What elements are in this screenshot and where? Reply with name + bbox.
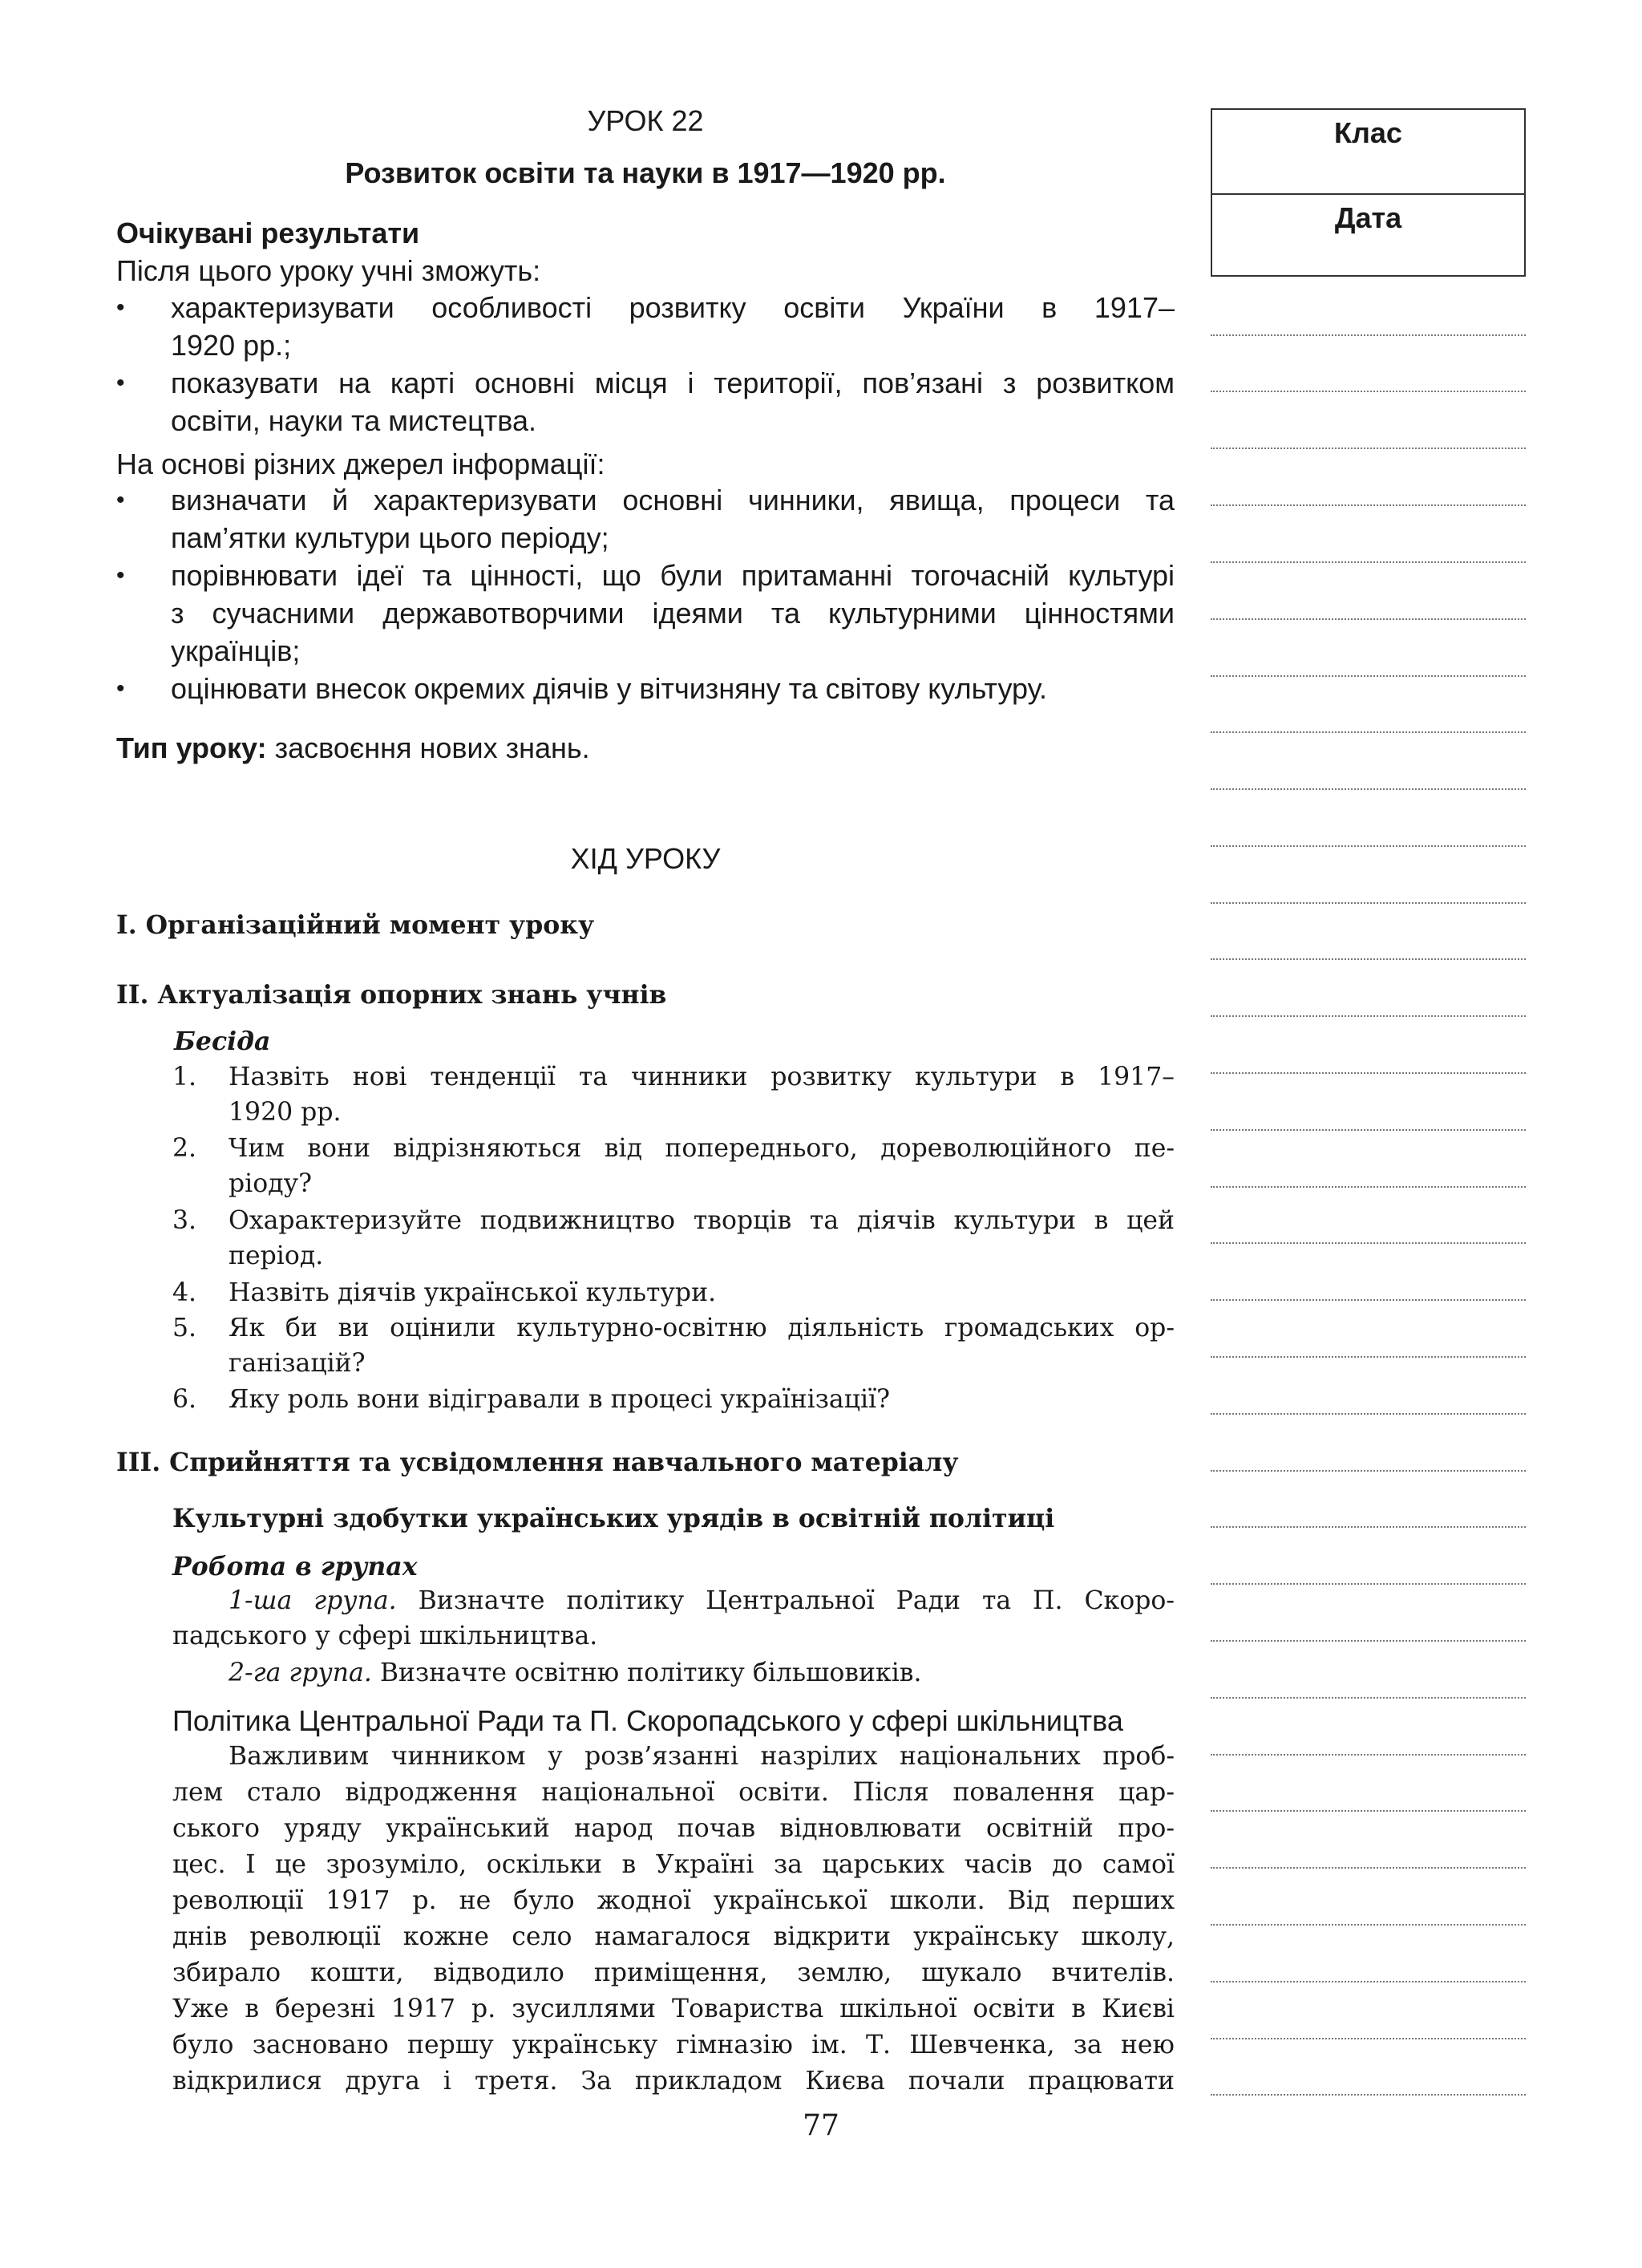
notes-line[interactable] bbox=[1211, 2038, 1526, 2039]
result-item-1-line-1: характеризувати особливості розвитку освіти України в 1917– bbox=[171, 291, 1175, 324]
paragraph-line-7: збирало кошти, відводило приміщення, землю, шукало вчителів. bbox=[172, 1958, 1175, 1987]
lesson-type bbox=[116, 731, 590, 765]
group-1-text: Визначте політику Центральної Ради та П. Скоро- bbox=[396, 1586, 1175, 1615]
group-1-line-1 bbox=[229, 1586, 1175, 1615]
paragraph-line-1: Важливим чинником у розв’язанні назрілих національних проб- bbox=[229, 1742, 1175, 1771]
notes-line[interactable] bbox=[1211, 788, 1526, 790]
notes-line[interactable] bbox=[1211, 2094, 1526, 2096]
question-2-line-1: Чим вони відрізняються від попереднього, дореволюційного пе- bbox=[229, 1134, 1175, 1163]
source-item-2-line-2: з сучасними державотворчими ідеями та культурними цінностями bbox=[171, 597, 1175, 630]
beseda-title: Бесіда bbox=[174, 1027, 271, 1056]
course-heading: ХІД УРОКУ bbox=[570, 842, 721, 875]
class-label: Клас bbox=[1334, 116, 1402, 149]
notes-line[interactable] bbox=[1211, 1470, 1526, 1472]
question-1-line-2: 1920 рр. bbox=[229, 1098, 342, 1127]
notes-line[interactable] bbox=[1211, 845, 1526, 847]
source-item-2-line-3: українців; bbox=[171, 634, 301, 667]
notes-line[interactable] bbox=[1211, 1015, 1526, 1017]
notes-line[interactable] bbox=[1211, 561, 1526, 563]
question-1-line-1: Назвіть нові тенденції та чинники розвитку культури в 1917– bbox=[229, 1063, 1175, 1091]
paragraph-line-10: відкрилися друга і третя. За прикладом Києва почали працювати bbox=[172, 2067, 1175, 2096]
lesson-type-value: засвоєння нових знань. bbox=[266, 731, 590, 764]
section-2-heading: ІІ. Актуалізація опорних знань учнів bbox=[116, 980, 667, 1010]
group-2-text: Визначте освітню політику більшовиків. bbox=[371, 1658, 922, 1687]
date-cell[interactable] bbox=[1212, 193, 1524, 278]
paragraph-line-4: цес. І це зрозуміло, оскільки в Україні за царських часів до самої bbox=[172, 1850, 1175, 1879]
section-3-heading: ІІІ. Сприйняття та усвідомлення навчального матеріалу bbox=[116, 1448, 959, 1477]
question-number: 4. bbox=[172, 1278, 197, 1307]
paragraph-line-5: революції 1917 р. не було жодної української школи. Від перших bbox=[172, 1886, 1175, 1915]
result-item-2-line-1: показувати на карті основні місця і території, пов’язані з розвитком bbox=[171, 367, 1175, 399]
policy-heading: Політика Центральної Ради та П. Скоропадського у сфері шкільництва bbox=[172, 1704, 1123, 1737]
source-item-1-line-2: пам’ятки культури цього періоду; bbox=[171, 521, 609, 554]
question-5-line-2: ганізацій? bbox=[229, 1349, 366, 1378]
notes-line[interactable] bbox=[1211, 731, 1526, 733]
notes-line[interactable] bbox=[1211, 391, 1526, 392]
paragraph-line-2: лем стало відродження національної освіти. Після повалення цар- bbox=[172, 1778, 1175, 1807]
group-1-label: 1-ша група. bbox=[229, 1586, 397, 1615]
date-label: Дата bbox=[1334, 201, 1402, 234]
notes-line[interactable] bbox=[1211, 1186, 1526, 1188]
notes-line[interactable] bbox=[1211, 1129, 1526, 1131]
results-heading: Очікувані результати bbox=[116, 217, 420, 249]
source-item-3-line-1: оцінювати внесок окремих діячів у вітчизняну та світову культуру. bbox=[171, 672, 1048, 705]
notes-line[interactable] bbox=[1211, 1072, 1526, 1074]
notes-line[interactable] bbox=[1211, 1981, 1526, 1982]
lesson-title: Розвиток освіти та науки в 1917—1920 рр. bbox=[345, 156, 946, 189]
notes-line[interactable] bbox=[1211, 1356, 1526, 1358]
notes-line[interactable] bbox=[1211, 1526, 1526, 1528]
question-3-line-1: Охарактеризуйте подвижництво творців та діячів культури в цей bbox=[229, 1206, 1175, 1235]
question-5-line-1: Як би ви оцінили культурно-освітню діяльність громадських ор- bbox=[229, 1314, 1175, 1343]
group-2-line bbox=[229, 1658, 922, 1687]
source-item-1-line-1: визначати й характеризувати основні чинники, явища, процеси та bbox=[171, 484, 1175, 516]
notes-line[interactable] bbox=[1211, 1413, 1526, 1415]
question-2-line-2: ріоду? bbox=[229, 1169, 313, 1198]
section-1-heading: І. Організаційний момент уроку bbox=[116, 910, 595, 940]
bullet-icon: • bbox=[116, 562, 125, 589]
notes-line[interactable] bbox=[1211, 1299, 1526, 1301]
lesson-number: УРОК 22 bbox=[587, 104, 704, 137]
notes-line[interactable] bbox=[1211, 618, 1526, 620]
source-item-2-line-1: порівнювати ідеї та цінності, що були притаманні тогочасній культурі bbox=[171, 559, 1175, 592]
notes-line[interactable] bbox=[1211, 1583, 1526, 1585]
question-4-line-1: Назвіть діячів української культури. bbox=[229, 1278, 717, 1307]
group-2-label: 2-га група. bbox=[229, 1658, 372, 1687]
paragraph-line-8: Уже в березні 1917 р. зусиллями Товариства шкільної освіти в Києві bbox=[172, 1995, 1175, 2023]
notes-line[interactable] bbox=[1211, 1754, 1526, 1756]
notes-line[interactable] bbox=[1211, 1810, 1526, 1812]
question-number: 1. bbox=[172, 1063, 197, 1091]
bullet-icon: • bbox=[116, 487, 125, 513]
question-number: 2. bbox=[172, 1134, 197, 1163]
subsection-title: Культурні здобутки українських урядів в освітній політиці bbox=[172, 1504, 1055, 1533]
notes-line[interactable] bbox=[1211, 1867, 1526, 1869]
class-cell[interactable] bbox=[1212, 110, 1524, 193]
bullet-icon: • bbox=[116, 370, 125, 396]
notes-line[interactable] bbox=[1211, 334, 1526, 336]
paragraph-line-6: днів революції кожне село намагалося відкрити українську школу, bbox=[172, 1922, 1175, 1951]
bullet-icon: • bbox=[116, 294, 125, 321]
notes-line[interactable] bbox=[1211, 902, 1526, 904]
group-1-line-2: падського у сфері шкільництва. bbox=[172, 1622, 598, 1650]
result-item-1-line-2: 1920 рр.; bbox=[171, 329, 292, 362]
question-3-line-2: період. bbox=[229, 1241, 324, 1270]
lesson-type-label: Тип уроку: bbox=[116, 731, 267, 764]
bullet-icon: • bbox=[116, 675, 125, 702]
paragraph-line-3: ського уряду український народ почав відновлювати освітній про- bbox=[172, 1814, 1175, 1843]
question-number: 6. bbox=[172, 1385, 197, 1414]
notes-line[interactable] bbox=[1211, 448, 1526, 449]
notes-line[interactable] bbox=[1211, 1242, 1526, 1244]
notes-line[interactable] bbox=[1211, 504, 1526, 506]
paragraph-line-9: було засновано першу українську гімназію ім. Т. Шевченка, за нею bbox=[172, 2031, 1175, 2059]
result-item-2-line-2: освіти, науки та мистецтва. bbox=[171, 404, 537, 437]
groups-title: Робота в групах bbox=[172, 1552, 418, 1582]
notes-line[interactable] bbox=[1211, 958, 1526, 960]
notes-line[interactable] bbox=[1211, 1924, 1526, 1926]
question-number: 5. bbox=[172, 1314, 197, 1343]
notes-line[interactable] bbox=[1211, 1697, 1526, 1699]
page-number: 77 bbox=[803, 2109, 839, 2142]
notes-line[interactable] bbox=[1211, 1640, 1526, 1642]
class-date-box bbox=[1211, 108, 1526, 277]
question-6-line-1: Яку роль вони відігравали в процесі українізації? bbox=[229, 1385, 890, 1414]
sources-intro: На основі різних джерел інформації: bbox=[116, 448, 605, 480]
results-intro: Після цього уроку учні зможуть: bbox=[116, 254, 541, 287]
notes-line[interactable] bbox=[1211, 675, 1526, 677]
question-number: 3. bbox=[172, 1206, 197, 1235]
